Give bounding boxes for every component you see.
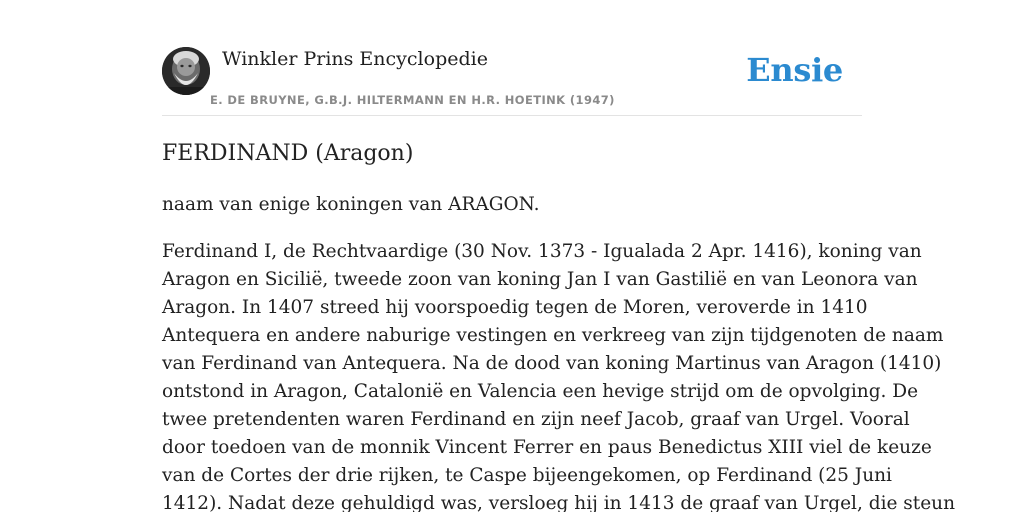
- site-title[interactable]: Winkler Prins Encyclopedie: [222, 48, 488, 70]
- article: [162, 138, 956, 512]
- body-line: van de Cortes der drie rijken, te Caspe bijeengekomen, op Ferdinand (25 Juni: [162, 465, 892, 486]
- body-line: 1412). Nadat deze gehuldigd was, versloeg hij in 1413 de graaf van Urgel, die steun: [162, 493, 956, 512]
- body-line: Antequera en andere naburige vestingen en verkreeg van zijn tijdgenoten de naam: [162, 325, 944, 346]
- body-line: ontstond in Aragon, Catalonië en Valencia een hevige strijd om de opvolging. De: [162, 381, 919, 402]
- body-line: van Ferdinand van Antequera. Na de dood van koning Martinus van Aragon (1410): [162, 353, 942, 374]
- authors-byline: E. DE BRUYNE, G.B.J. HILTERMANN EN H.R. HOETINK (1947): [210, 93, 615, 107]
- body-line: door toedoen van de monnik Vincent Ferrer en paus Benedictus XIII viel de keuze: [162, 437, 932, 458]
- article-title: FERDINAND (Aragon): [162, 141, 414, 166]
- body-line: Aragon. In 1407 streed hij voorspoedig tegen de Moren, veroverde in 1410: [162, 297, 868, 318]
- body-line: Ferdinand I, de Rechtvaardige (30 Nov. 1373 - Igualada 2 Apr. 1416), koning van: [162, 241, 922, 262]
- article-body: [162, 238, 956, 512]
- body-line: twee pretendenten waren Ferdinand en zijn neef Jacob, graaf van Urgel. Vooral: [162, 409, 910, 430]
- author-portrait-image: [162, 47, 210, 95]
- body-line: Aragon en Sicilië, tweede zoon van koning Jan I van Gastilië en van Leonora van: [162, 269, 918, 290]
- ensie-logo[interactable]: Ensie: [746, 51, 843, 89]
- author-avatar[interactable]: [162, 47, 210, 95]
- page-header: [162, 44, 862, 116]
- article-intro: naam van enige koningen van ARAGON.: [162, 194, 540, 215]
